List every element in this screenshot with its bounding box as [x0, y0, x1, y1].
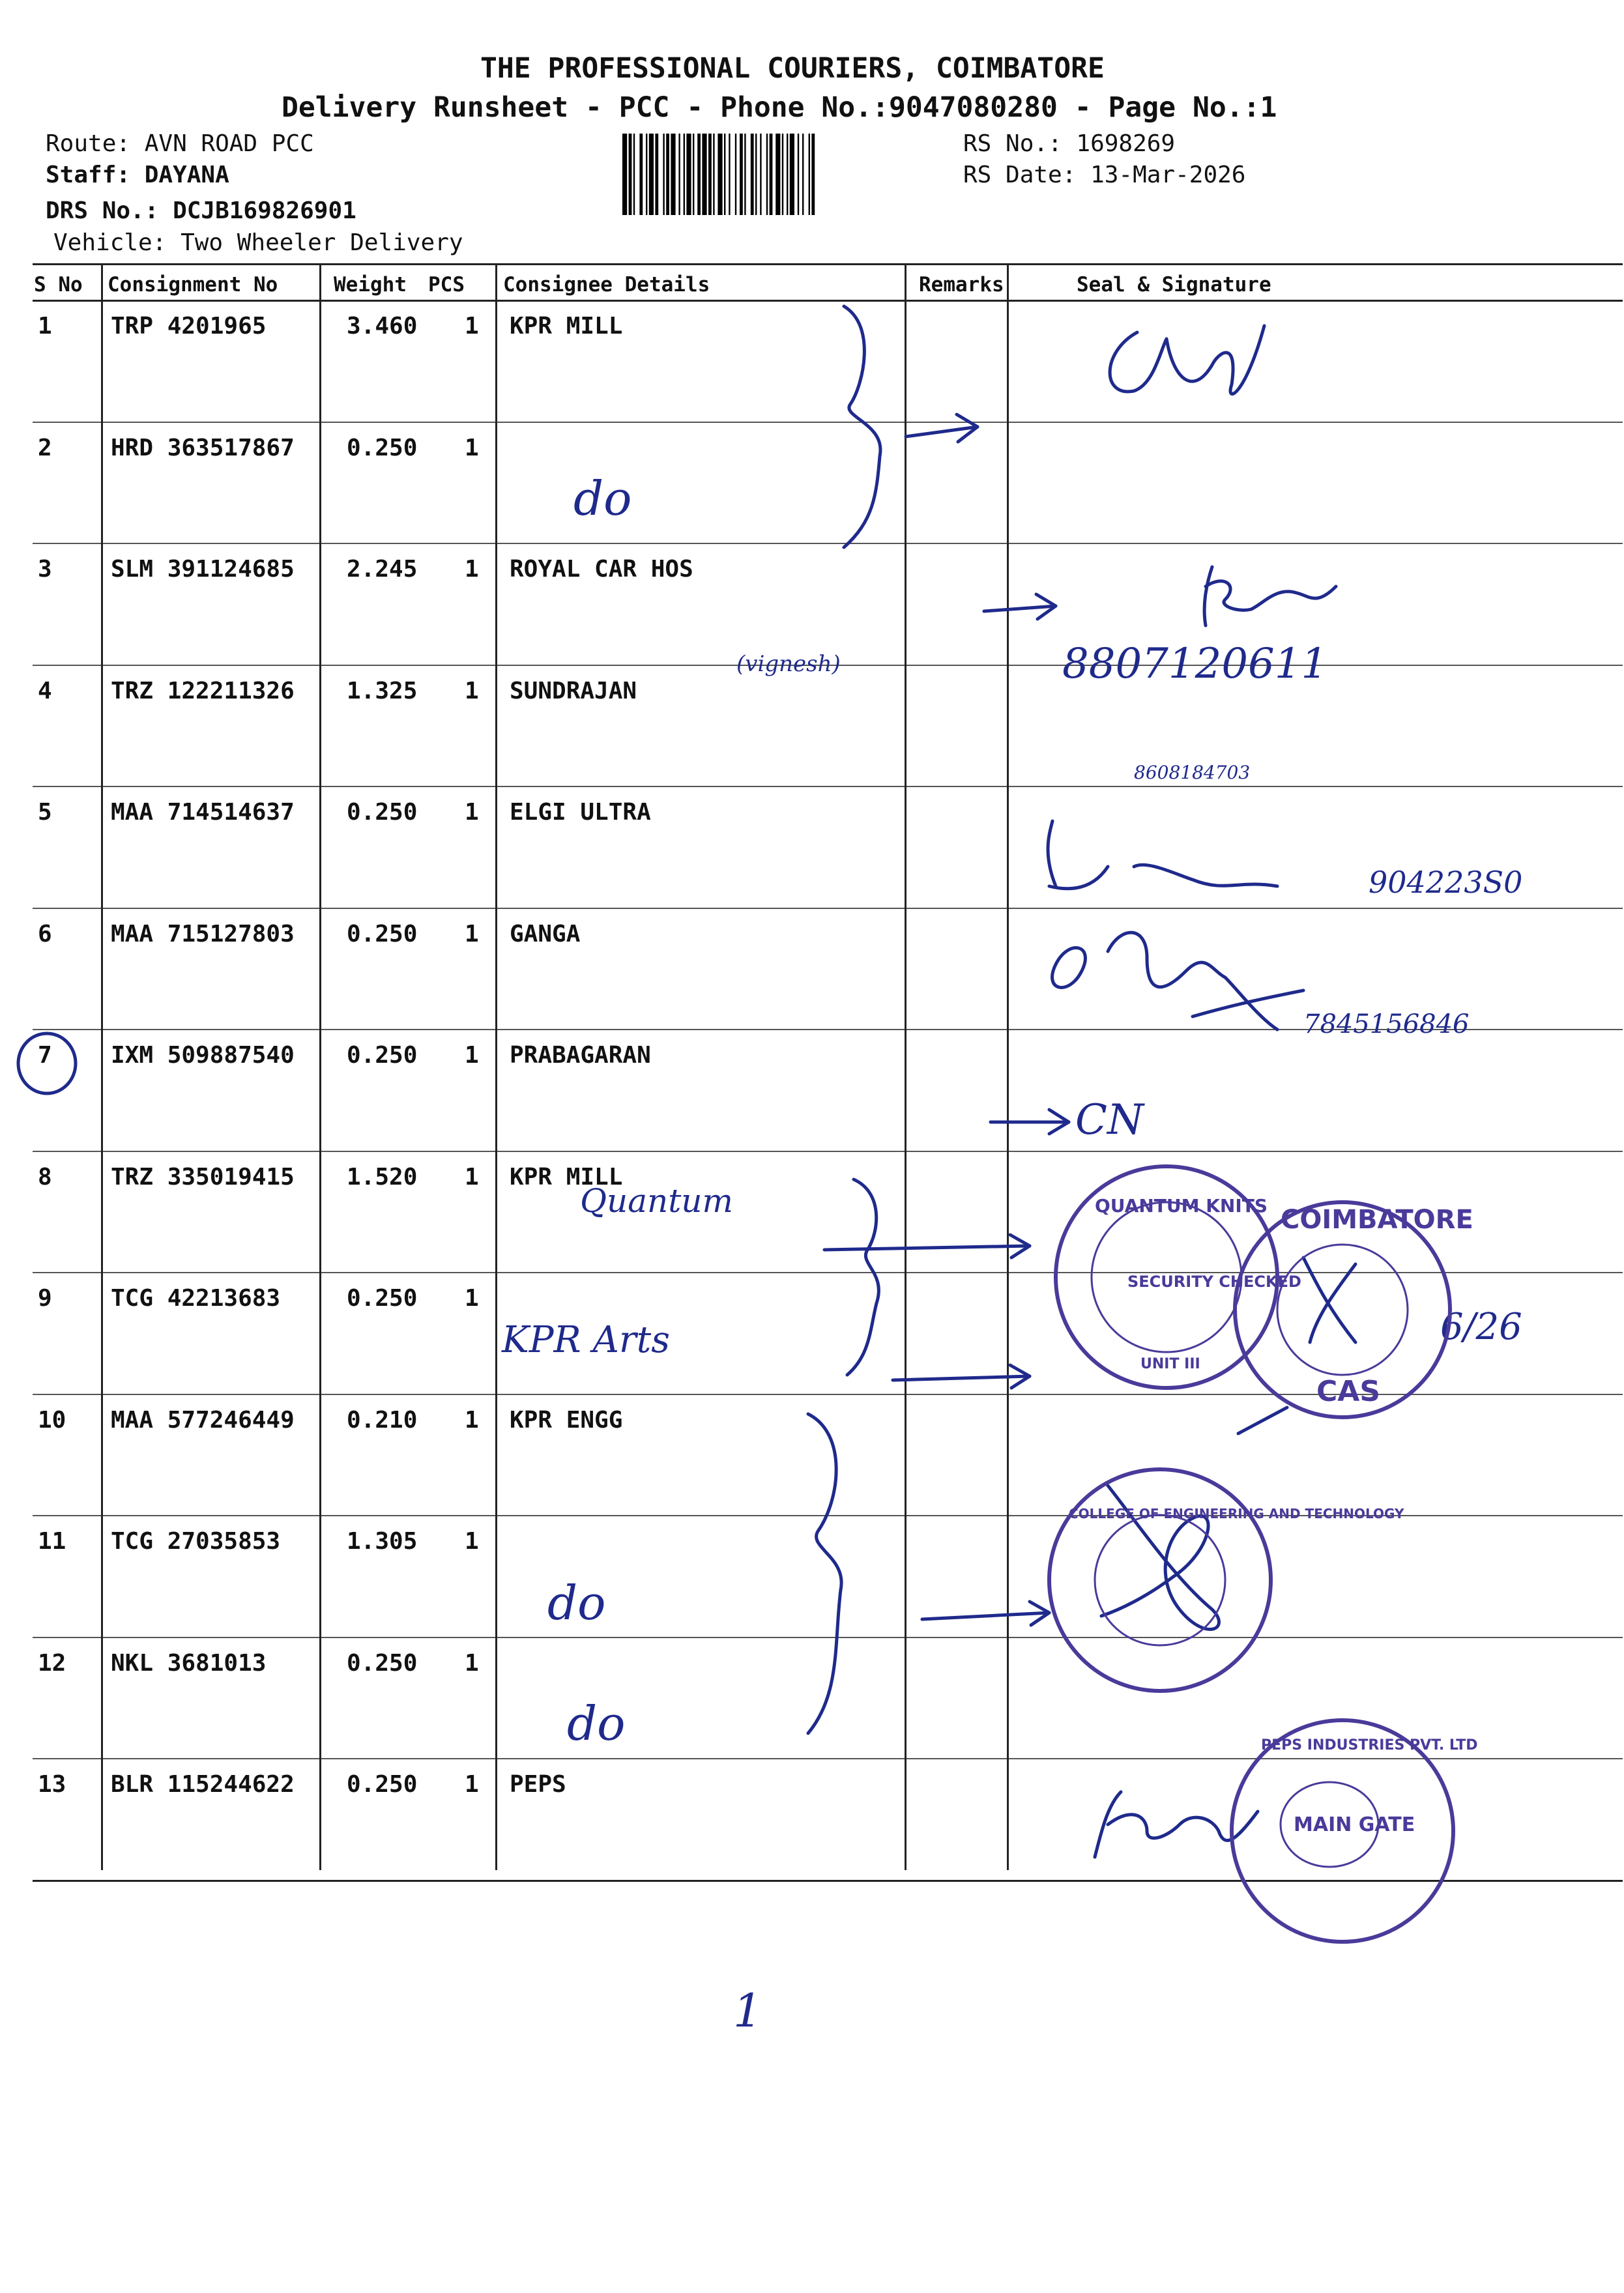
- cell-consignment: TRZ 122211326: [111, 677, 295, 704]
- cell-sno: 12: [38, 1649, 66, 1677]
- barcode-bar: [684, 134, 685, 215]
- cell-sno: 4: [38, 677, 52, 704]
- stamp-quantum-bottom: UNIT III: [1140, 1356, 1200, 1372]
- cell-sno: 6: [38, 920, 52, 947]
- cell-pcs: 1: [465, 434, 479, 461]
- cell-consignment: IXM 509887540: [111, 1042, 295, 1069]
- staff-label: Staff: DAYANA: [46, 162, 229, 188]
- row-rule: [33, 908, 1623, 909]
- barcode-bar: [718, 134, 722, 215]
- col-rule: [495, 263, 497, 1870]
- cell-weight: 0.250: [347, 799, 418, 826]
- cell-consignment: TRZ 335019415: [111, 1163, 295, 1190]
- cell-weight: 2.245: [347, 556, 418, 583]
- stamp-peps-outer: [1232, 1720, 1453, 1942]
- barcode-bar: [622, 134, 627, 215]
- stamp-cas-bottom: CAS: [1316, 1375, 1381, 1408]
- barcode-bar: [708, 134, 712, 215]
- barcode-bar: [802, 134, 804, 215]
- barcode-bar: [697, 134, 701, 215]
- signature-row-13: [1095, 1792, 1258, 1857]
- cell-sno: 13: [38, 1771, 66, 1798]
- barcode-bar: [724, 134, 725, 215]
- cell-pcs: 1: [465, 920, 479, 947]
- cell-pcs: 1: [465, 799, 479, 826]
- handwritten-cn: CN: [1075, 1096, 1144, 1144]
- rs-number: RS No.: 1698269: [963, 130, 1176, 157]
- brace-mark: [847, 1179, 878, 1375]
- stamp-peps-top: PEPS INDUSTRIES PVT. LTD: [1261, 1737, 1478, 1753]
- barcode-bar: [666, 134, 669, 215]
- barcode-bar: [686, 134, 691, 215]
- cell-weight: 0.250: [347, 920, 418, 947]
- cell-pcs: 1: [465, 313, 479, 339]
- ditto-row-2: do: [573, 471, 632, 526]
- cell-consignment: BLR 115244622: [111, 1771, 295, 1798]
- table-top-rule: [33, 263, 1623, 265]
- cell-pcs: 1: [465, 1771, 479, 1798]
- barcode: [622, 134, 961, 215]
- stamp-cas-top: COIMBATORE: [1281, 1205, 1473, 1235]
- signature-row-6: [1052, 932, 1303, 1030]
- cell-pcs: 1: [465, 677, 479, 704]
- col-header-seal-signature: Seal & Signature: [1077, 273, 1271, 296]
- cell-pcs: 1: [465, 1406, 479, 1434]
- cell-consignee: PRABAGARAN: [510, 1042, 651, 1069]
- barcode-bar: [671, 134, 675, 215]
- stamp-engg-inner: [1095, 1515, 1225, 1645]
- row-rule: [33, 786, 1623, 787]
- cell-sno: 8: [38, 1163, 52, 1190]
- vehicle-label: Vehicle: Two Wheeler Delivery: [53, 229, 463, 256]
- table-header-rule: [33, 300, 1623, 302]
- handwritten-phone-row-3: 8807120611: [1062, 640, 1328, 688]
- arrow-mark: [893, 1376, 1030, 1380]
- cell-weight: 0.250: [347, 1042, 418, 1069]
- barcode-bar: [776, 134, 780, 215]
- ink-stroke: [1238, 1407, 1287, 1434]
- barcode-bar: [760, 134, 761, 215]
- cell-sno: 10: [38, 1406, 66, 1434]
- col-header-remarks: Remarks: [919, 273, 1004, 296]
- row-rule: [33, 543, 1623, 544]
- barcode-bar: [811, 134, 815, 215]
- cell-weight: 0.250: [347, 434, 418, 461]
- arrow-mark: [824, 1246, 1030, 1250]
- barcode-bar: [729, 134, 730, 215]
- signature-row-3: [1204, 567, 1336, 626]
- arrow-mark: [906, 427, 978, 437]
- arrow-mark: [922, 1613, 1049, 1619]
- cell-consignment: MAA 715127803: [111, 920, 295, 947]
- barcode-bar: [693, 134, 694, 215]
- cell-consignment: HRD 363517867: [111, 434, 295, 461]
- barcode-bar: [766, 134, 768, 215]
- cell-pcs: 1: [465, 1163, 479, 1190]
- handwritten-vignesh: (vignesh): [736, 651, 841, 677]
- row-rule: [33, 1880, 1623, 1882]
- stamp-engg-outer: [1049, 1469, 1271, 1691]
- barcode-bar: [655, 134, 658, 215]
- handwritten-kpr-arts: KPR Arts: [502, 1319, 670, 1361]
- ditto-row-12: do: [567, 1696, 626, 1751]
- signature-row-9: [1303, 1258, 1356, 1342]
- arrow-head: [1030, 1602, 1049, 1625]
- cell-consignment: MAA 714514637: [111, 799, 295, 826]
- cell-pcs: 1: [465, 1649, 479, 1677]
- stamp-quantum-outer: [1056, 1166, 1277, 1388]
- stamp-cas-inner: [1277, 1245, 1408, 1375]
- signature-row-5: [1048, 821, 1277, 889]
- cell-pcs: 1: [465, 1042, 479, 1069]
- cell-weight: 0.250: [347, 1771, 418, 1798]
- handwritten-quantum: Quantum: [580, 1182, 733, 1220]
- row-rule: [33, 1637, 1623, 1638]
- handwritten-phone-row-6: 7845156846: [1303, 1009, 1470, 1039]
- cell-sno: 1: [38, 313, 52, 339]
- row-rule: [33, 1758, 1623, 1759]
- cell-consignment: NKL 3681013: [111, 1649, 267, 1677]
- handwritten-phone-row-4: 8608184703: [1134, 762, 1251, 783]
- footer-mark: 1: [733, 1984, 762, 2038]
- row-rule: [33, 1515, 1623, 1516]
- stamp-quantum-inner: [1092, 1202, 1241, 1352]
- cell-pcs: 1: [465, 1285, 479, 1312]
- drs-number: DRS No.: DCJB169826901: [46, 197, 356, 224]
- barcode-bar: [735, 134, 736, 215]
- stamp-quantum-top: QUANTUM KNITS: [1095, 1195, 1268, 1217]
- cell-consignment: SLM 391124685: [111, 556, 295, 583]
- col-header-consignee: Consignee Details: [503, 273, 710, 296]
- cell-consignment: MAA 577246449: [111, 1406, 295, 1434]
- barcode-bar: [755, 134, 757, 215]
- stamp-cas-outer: [1235, 1202, 1450, 1417]
- row-rule: [33, 1394, 1623, 1395]
- arrow-head: [957, 414, 978, 442]
- cell-consignee: KPR ENGG: [510, 1406, 623, 1434]
- route-label: Route: AVN ROAD PCC: [46, 130, 314, 157]
- signature-row-1: [1110, 326, 1264, 394]
- barcode-bar: [646, 134, 647, 215]
- barcode-bar: [744, 134, 746, 215]
- cell-consignment: TRP 4201965: [111, 313, 267, 339]
- barcode-bar: [787, 134, 788, 215]
- cell-sno: 3: [38, 556, 52, 583]
- arrow-head: [1010, 1365, 1030, 1388]
- barcode-bar: [782, 134, 783, 215]
- col-header-pcs: PCS: [428, 273, 465, 296]
- ditto-row-11: do: [547, 1576, 606, 1630]
- cell-consignee: PEPS: [510, 1771, 566, 1798]
- col-rule: [905, 263, 906, 1870]
- arrow-head: [1010, 1235, 1030, 1258]
- runsheet-subtitle: Delivery Runsheet - PCC - Phone No.:9047080280 - Page No.:1: [282, 91, 1277, 124]
- col-header-sno: S No: [34, 273, 83, 296]
- barcode-bar: [633, 134, 635, 215]
- barcode-bar: [770, 134, 773, 215]
- stamp-peps-center: MAIN GATE: [1294, 1813, 1415, 1836]
- row-rule: [33, 1151, 1623, 1152]
- signature-row-11: [1101, 1486, 1219, 1629]
- cell-weight: 1.325: [347, 677, 418, 704]
- cell-consignment: TCG 42213683: [111, 1285, 281, 1312]
- barcode-bar: [751, 134, 754, 215]
- barcode-bar: [702, 134, 706, 215]
- barcode-bar: [678, 134, 680, 215]
- cell-weight: 1.520: [347, 1163, 418, 1190]
- row-rule: [33, 1029, 1623, 1030]
- handwritten-date: 6/26: [1440, 1306, 1522, 1348]
- cell-consignee: GANGA: [510, 920, 581, 947]
- cell-pcs: 1: [465, 556, 479, 583]
- cell-sno: 2: [38, 434, 52, 461]
- cell-sno: 11: [38, 1528, 66, 1555]
- cell-consignment: TCG 27035853: [111, 1528, 281, 1555]
- company-title: THE PROFESSIONAL COURIERS, COIMBATORE: [480, 52, 1105, 85]
- barcode-bar: [740, 134, 743, 215]
- col-rule: [101, 263, 103, 1870]
- barcode-bar: [629, 134, 632, 215]
- barcode-bar: [649, 134, 654, 215]
- stamp-peps-inner: [1281, 1782, 1378, 1867]
- cell-consignee: SUNDRAJAN: [510, 677, 637, 704]
- col-header-weight: Weight: [334, 273, 407, 296]
- barcode-bar: [713, 134, 714, 215]
- cell-sno: 7: [38, 1042, 52, 1069]
- cell-consignee: KPR MILL: [510, 1163, 623, 1190]
- barcode-bar: [790, 134, 794, 215]
- cell-consignee: KPR MILL: [510, 313, 623, 339]
- brace-mark: [808, 1414, 841, 1733]
- row-rule: [33, 422, 1623, 423]
- stamp-quantum-center: SECURITY CHECKED: [1127, 1273, 1301, 1291]
- cell-consignee: ELGI ULTRA: [510, 799, 651, 826]
- arrow-head: [1036, 594, 1056, 619]
- cell-weight: 0.250: [347, 1649, 418, 1677]
- cell-sno: 5: [38, 799, 52, 826]
- row-rule: [33, 665, 1623, 666]
- rs-date: RS Date: 13-Mar-2026: [963, 162, 1246, 188]
- barcode-bar: [809, 134, 810, 215]
- cell-consignee: ROYAL CAR HOS: [510, 556, 693, 583]
- cell-weight: 0.250: [347, 1285, 418, 1312]
- col-header-consignment: Consignment No: [108, 273, 278, 296]
- handwritten-phone-row-5: 904223S0: [1369, 865, 1523, 900]
- barcode-bar: [663, 134, 664, 215]
- barcode-bar: [798, 134, 799, 215]
- cell-sno: 9: [38, 1285, 52, 1312]
- cell-weight: 3.460: [347, 313, 418, 339]
- col-rule: [1007, 263, 1009, 1870]
- brace-mark: [844, 306, 880, 547]
- row-rule: [33, 1272, 1623, 1273]
- arrow-mark: [984, 606, 1056, 611]
- col-rule: [319, 263, 321, 1870]
- arrow-head: [1049, 1110, 1069, 1134]
- barcode-bar: [639, 134, 643, 215]
- cell-pcs: 1: [465, 1528, 479, 1555]
- cell-weight: 1.305: [347, 1528, 418, 1555]
- stamp-engg-text: COLLEGE OF ENGINEERING AND TECHNOLOGY: [1069, 1506, 1404, 1521]
- cell-weight: 0.210: [347, 1406, 418, 1434]
